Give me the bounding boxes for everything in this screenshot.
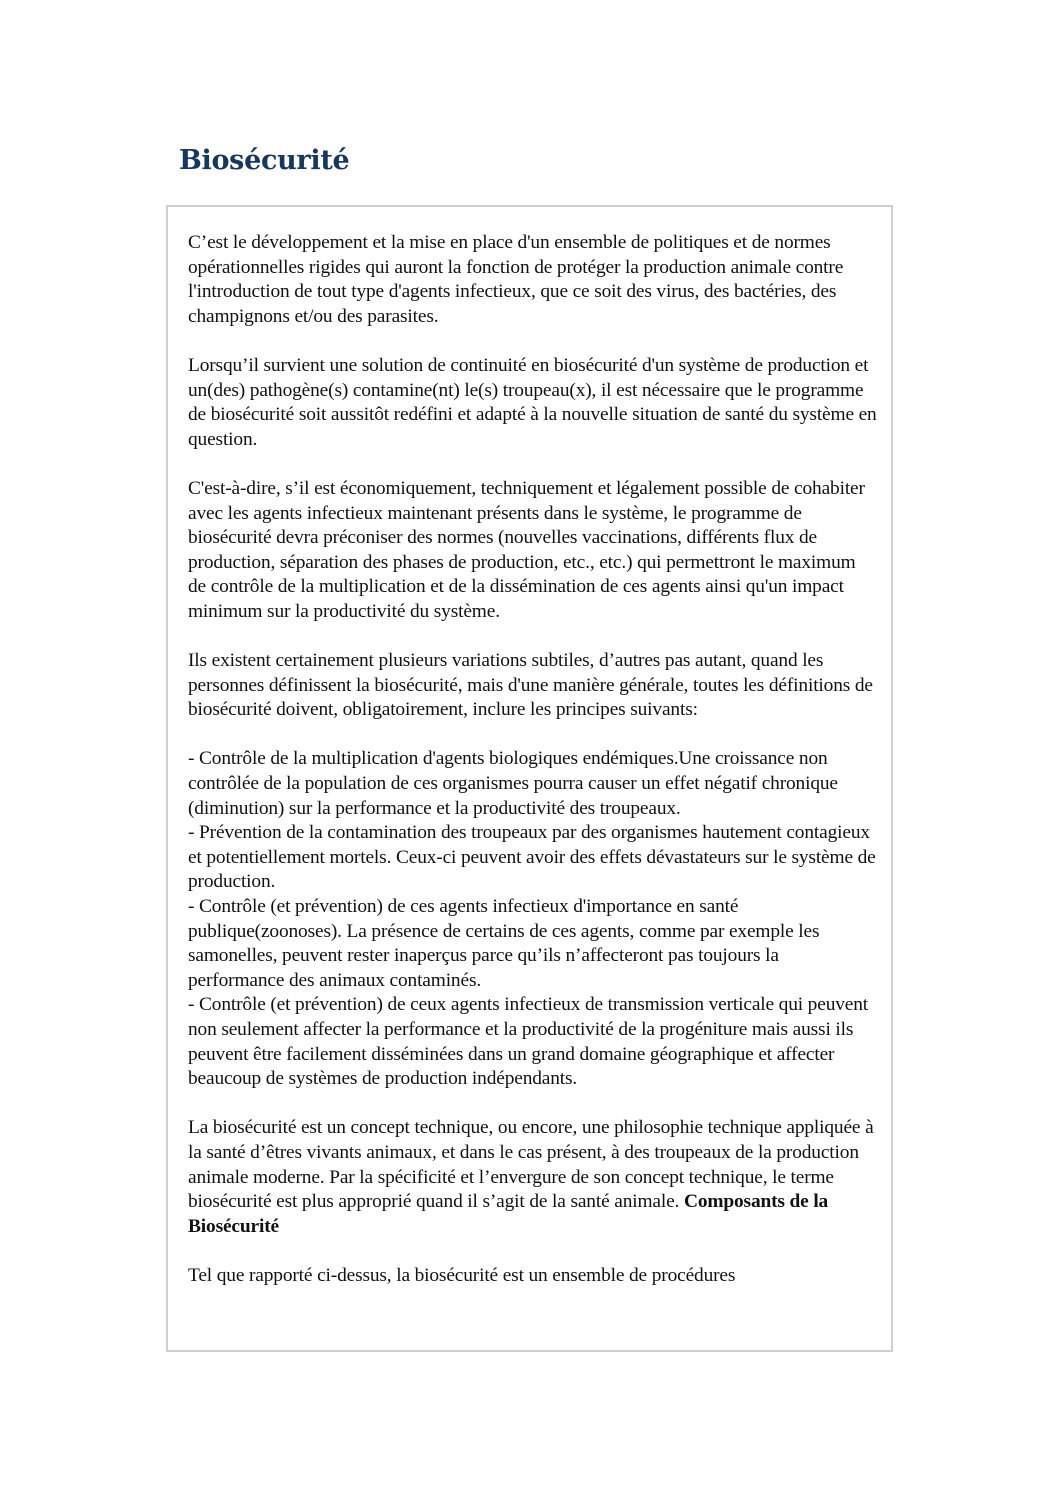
paragraph-procedures: Tel que rapporté ci-dessus, la biosécurité est un ensemble de procédures <box>188 1264 736 1286</box>
paragraph-cohabitation: C'est-à-dire, s’il est économiquement, techniquement et légalement possible de cohabiter avec les agents infectieux maintenant présents dans le système, le programme de biosécurité devra préconiser des normes (nouvelles vaccinations, différents flux de production, séparation des phases de production, etc., etc.) qui permettront le maximum de contrôle de la multiplication et de la dissémination de ces agents ainsi qu'un impact minimum sur la productivité du système. <box>188 477 865 622</box>
paragraph-concept <box>188 1116 878 1239</box>
paragraph-continuity: Lorsqu’il survient une solution de continuité en biosécurité d'un système de production et un(des) pathogène(s) contamine(nt) le(s) troupeau(x), il est nécessaire que le programme de biosécurité soit aussitôt redéfini et adapté à la nouvelle situation de santé du système en question. <box>188 354 877 450</box>
principle-item: - Contrôle de la multiplication d'agents biologiques endémiques.Une croissance non contrôlée de la population de ces organismes pourra causer un effet négatif chronique (diminution) sur la performance et la productivité des troupeaux. <box>188 748 838 819</box>
paragraph-principles-intro: Ils existent certainement plusieurs variations subtiles, d’autres pas autant, quand les personnes définissent la biosécurité, mais d'une manière générale, toutes les définitions de biosécurité doivent, obligatoirement, inclure les principes suivants: <box>188 650 873 721</box>
content-box <box>166 205 893 1352</box>
principle-item: - Contrôle (et prévention) de ceux agents infectieux de transmission verticale qui peuvent non seulement affecter la performance et la productivité de la progéniture mais aussi ils peuvent être facilement disséminées dans un grand domaine géographique et affecter beaucoup de systèmes de production indépendants. <box>188 994 869 1090</box>
principle-item: - Contrôle (et prévention) de ces agents infectieux d'importance en santé publique(zoonoses). La présence de certains de ces agents, comme par exemple les samonelles, peuvent rester inaperçus parce qu’ils n’affecteront pas toujours la performance des animaux contaminés. <box>188 896 820 991</box>
principle-item: - Prévention de la contamination des troupeaux par des organismes hautement contagieux et potentiellement mortels. Ceux-ci peuvent avoir des effets dévastateurs sur le système de production. <box>188 822 876 893</box>
paragraph-definition: C’est le développement et la mise en place d'un ensemble de politiques et de normes opérationnelles rigides qui auront la fonction de protéger la production animale contre l'introduction de tout type d'agents infectieux, que ce soit des virus, des bactéries, des champignons et/ou des parasites. <box>188 232 844 327</box>
paragraph-concept-text: La biosécurité est un concept technique, ou encore, une philosophie technique appliquée à la santé d’êtres vivants animaux, et dans le cas présent, à des troupeaux de la production animale moderne. Par la spécificité et l’envergure de son concept technique, le terme biosécurité est plus approprié quand il s’agit de la santé animale. <box>188 1117 874 1213</box>
section-heading-components: Composants de la Biosécurité <box>188 1191 829 1237</box>
page-title: Biosécurité <box>179 145 350 176</box>
principles-list <box>188 747 878 1091</box>
content-body <box>188 231 878 1313</box>
